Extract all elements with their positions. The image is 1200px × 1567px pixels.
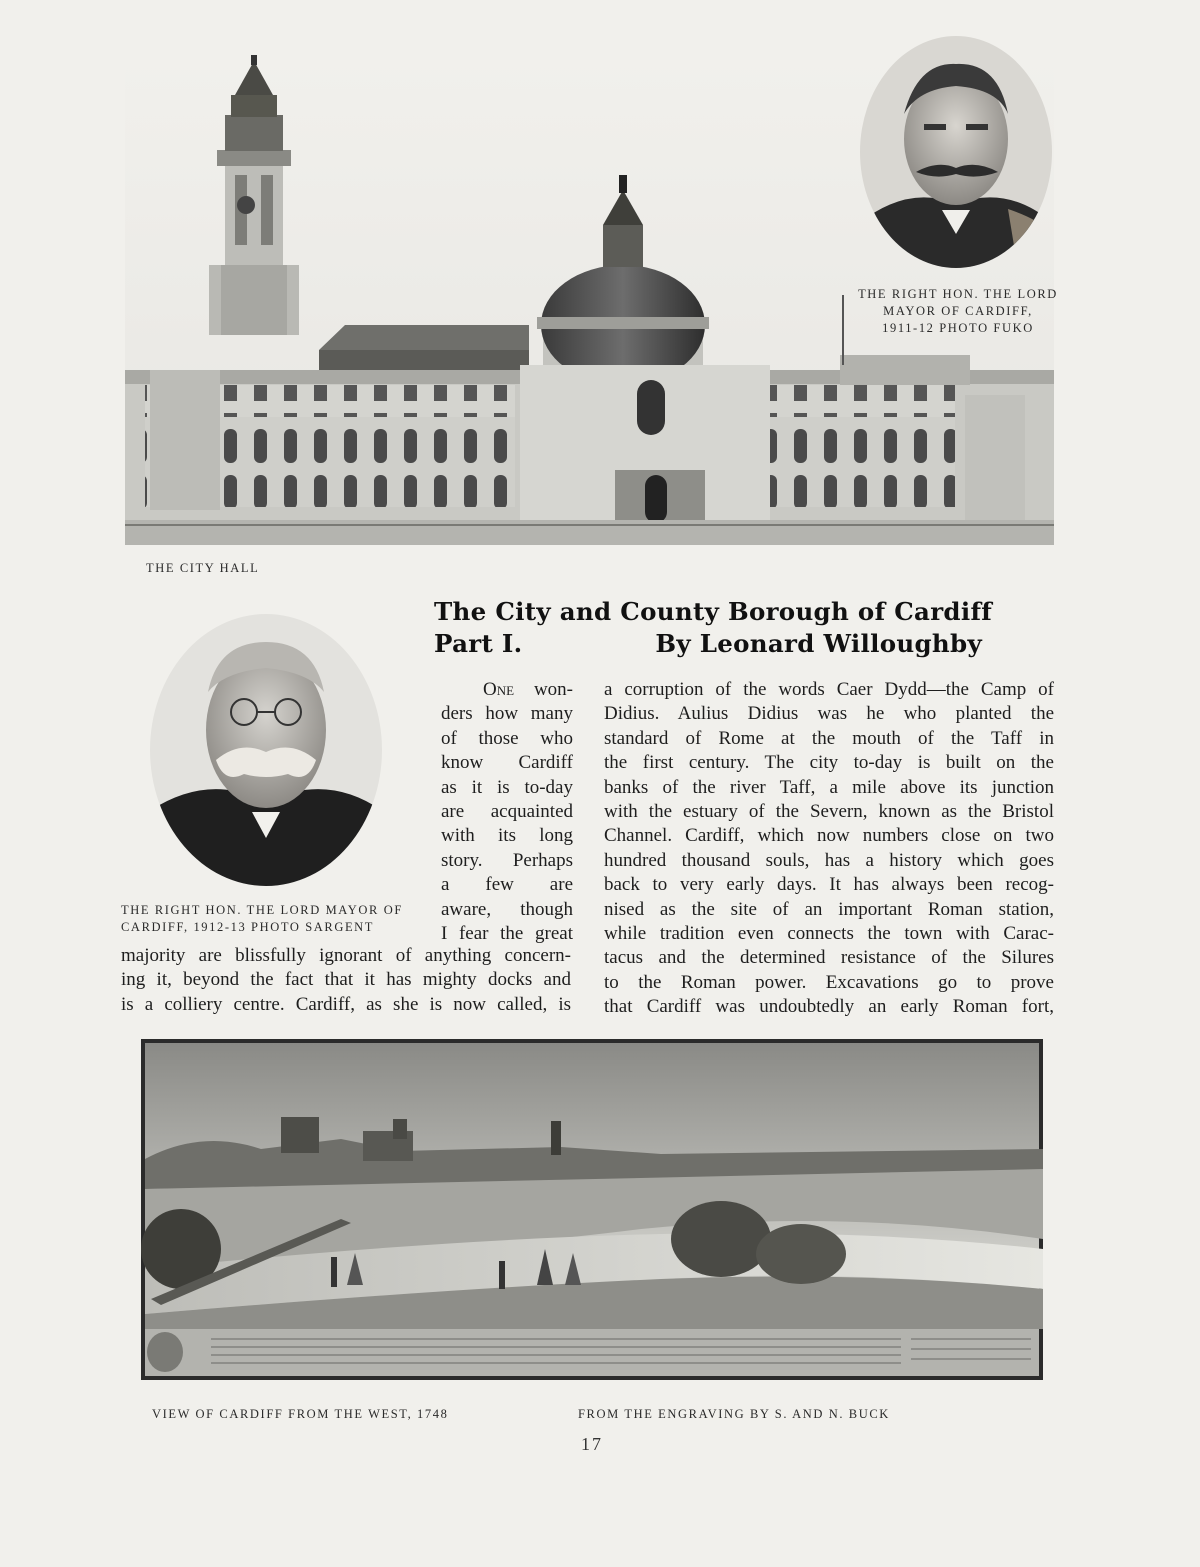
article-line: I fear the great: [441, 923, 573, 945]
engraving-caption-right: FROM THE ENGRAVING BY S. AND N. BUCK: [578, 1407, 890, 1421]
article-intro-column: [441, 678, 573, 946]
article-line: nised as the site of an important Roman station,: [604, 898, 1054, 920]
article-line: [441, 678, 573, 702]
article-title-row: [434, 628, 982, 660]
article-right-column: [604, 678, 1054, 1020]
article-line: with the estuary of the Severn, known as the Bristol: [604, 801, 1054, 823]
article-line: Didius. Aulius Didius was he who planted the: [604, 703, 1054, 725]
cardiff-engraving: [141, 1039, 1043, 1380]
city-hall-caption: THE CITY HALL: [146, 561, 260, 575]
article-line: of those who: [441, 727, 573, 749]
article-line: tacus and the determined resistance of the Silures: [604, 947, 1054, 969]
article-line: ders how many: [441, 703, 573, 725]
article-left-column: [121, 944, 571, 1017]
article-line: that Cardiff was undoubtedly an early Roman fort,: [604, 996, 1054, 1018]
article-line: ing it, beyond the fact that it has mighty docks and: [121, 969, 571, 991]
article-line: banks of the river Taff, a mile above its junction: [604, 776, 1054, 798]
article-line: back to very early days. It has always been recog-: [604, 874, 1054, 896]
article-line: a few are: [441, 874, 573, 896]
article-line: the first century. The city to-day is built on the: [604, 752, 1054, 774]
article-line: a corruption of the words Caer Dydd—the Camp of: [604, 679, 1054, 700]
article-line: as it is to-day: [441, 776, 573, 798]
article-line: standard of Rome at the mouth of the Taff in: [604, 727, 1054, 749]
article-line: are acquainted: [441, 801, 573, 823]
article-line: hundred thousand souls, has a history which goes: [604, 849, 1054, 871]
article-line: to the Roman power. Excavations go to prove: [604, 971, 1054, 993]
page-number: 17: [581, 1434, 603, 1454]
mayor-1912-caption: [121, 902, 421, 936]
drop-word: One: [483, 679, 515, 700]
mayor-1912-caption-line: THE RIGHT HON. THE LORD MAYOR OF: [121, 903, 403, 917]
article-part: Part I.: [434, 629, 523, 658]
article-title: [434, 596, 1054, 660]
mayor-1911-caption-line: THE RIGHT HON. THE LORD: [858, 287, 1058, 301]
engraving-caption-left: VIEW OF CARDIFF FROM THE WEST, 1748: [152, 1407, 449, 1421]
mayor-1911-caption-line: 1911-12 PHOTO FUKO: [882, 321, 1034, 335]
article-line: know Cardiff: [441, 752, 573, 774]
article-line: story. Perhaps: [441, 849, 573, 871]
lord-mayor-1912-portrait: [148, 612, 384, 888]
lord-mayor-1911-portrait: [858, 34, 1054, 270]
article-line: aware, though: [441, 898, 573, 920]
article-line: with its long: [441, 825, 573, 847]
article-line: while tradition even connects the town with Carac-: [604, 923, 1054, 945]
article-line: Channel. Cardiff, which now numbers close on two: [604, 825, 1054, 847]
article-line: majority are blissfully ignorant of anything concern-: [121, 945, 571, 966]
article-title-line: The City and County Borough of Cardiff: [434, 597, 993, 626]
mayor-1911-caption-line: MAYOR OF CARDIFF,: [883, 304, 1033, 318]
mayor-1912-caption-line: CARDIFF, 1912-13 PHOTO SARGENT: [121, 920, 375, 934]
article-byline: By Leonard Willoughby: [655, 629, 982, 658]
article-line: is a colliery centre. Cardiff, as she is now called, is: [121, 993, 571, 1015]
article-line-text: won-: [514, 679, 573, 700]
mayor-1911-caption: [856, 286, 1060, 337]
